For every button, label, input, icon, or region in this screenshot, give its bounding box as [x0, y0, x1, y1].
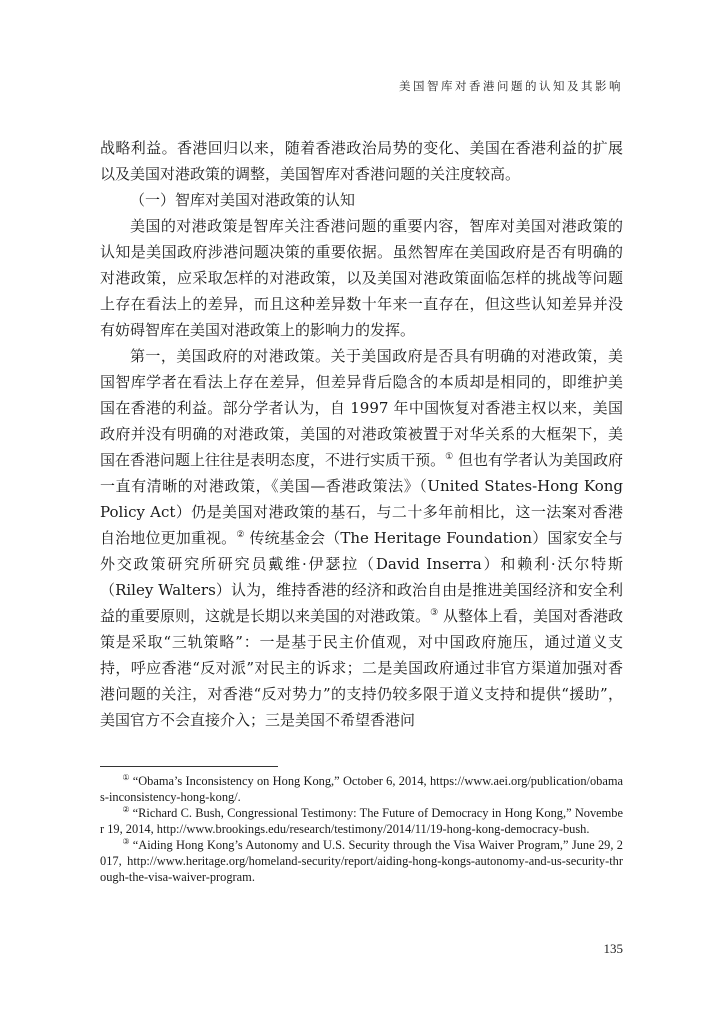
paragraph-text-segment: 传统基金会（The Heritage Foundation）国家安全与外交政策研究所研究员戴维·伊瑟拉（David Inserra）和赖利·沃尔特斯（Riley Walters）认为，维持香港的经济和政治自由是推进美国经济和安全利益的重要原则，这就是长期以来美国的对港政策。	[100, 529, 623, 625]
body-text	[100, 135, 623, 733]
paragraph-text-segment: 但也有学者认为美国政府一直有清晰的对港政策，《美国—香港政策法》（United States-Hong Kong Policy Act）仍是美国对港政策的基石，与二十多年前相比，这一法案对香港自治地位更加重视。	[100, 451, 623, 547]
footnotes-section	[100, 774, 623, 886]
footnote-text: “Obama’s Inconsistency on Hong Kong,” October 6, 2014, https://www.aei.org/publication/obamas-inconsistency-hong-kong/.	[100, 774, 623, 804]
footnote-divider	[100, 766, 278, 767]
section-heading: （一）智库对美国对港政策的认知	[130, 191, 356, 209]
running-header: 美国智库对香港问题的认知及其影响	[399, 79, 623, 93]
footnote-ref-2[interactable]: ②	[236, 530, 245, 540]
page-number: 135	[603, 941, 623, 956]
footnote-mark: ①	[122, 773, 130, 782]
footnote-ref-1[interactable]: ①	[445, 452, 454, 462]
footnote-ref-3[interactable]: ③	[430, 608, 439, 618]
footnote-text: “Aiding Hong Kong’s Autonomy and U.S. Security through the Visa Waiver Program,” June 29, 2017, http://www.heritage.org/homeland-security/report/aiding-hong-kongs-autonomy-and-us-security-through-the-visa-waiver-program.	[100, 838, 624, 884]
footnote-mark: ②	[122, 805, 130, 815]
footnote-1	[100, 774, 623, 805]
paragraph-text-segment: 从整体上看，美国对香港政策是采取“三轨策略”：一是基于民主价值观，对中国政府施压，通过道义支持，呼应香港“反对派”对民主的诉求；二是美国政府通过非官方渠道加强对香港问题的关注，对香港“反对势力”的支持仍较多限于道义支持和提供“援助”，美国官方不会直接介入；三是美国不希望香港问	[100, 607, 623, 729]
paragraph-think-tank-cognition: 美国的对港政策是智库关注香港问题的重要内容，智库对美国对港政策的认知是美国政府涉港问题决策的重要依据。虽然智库在美国政府是否有明确的对港政策，应采取怎样的对港政策，以及美国对港政策面临怎样的挑战等问题上存在看法上的差异，而且这种差异数十年来一直存在，但这些认知差异并没有妨碍智库在美国对港政策上的影响力的发挥。	[100, 217, 623, 339]
paragraph-continuation: 战略利益。香港回归以来，随着香港政治局势的变化、美国在香港利益的扩展以及美国对港政策的调整，美国智库对香港问题的关注度较高。	[100, 139, 623, 183]
footnote-3	[100, 838, 623, 885]
footnote-2	[100, 806, 623, 837]
footnote-mark: ③	[122, 837, 130, 847]
paragraph-text-segment: 第一，美国政府的对港政策。关于美国政府是否具有明确的对港政策，美国智库学者在看法上存在差异，但差异背后隐含的本质却是相同的，即维护美国在香港的利益。部分学者认为，自 1997 年中国恢复对香港主权以来，美国政府并没有明确的对港政策，美国的对港政策被置于对华关系的大框架下，美国在香港问题上往往是表明态度，不进行实质干预。	[100, 347, 623, 469]
footnote-text: “Richard C. Bush, Congressional Testimony: The Future of Democracy in Hong Kong,” November 19, 2014, http://www.brookings.edu/research/testimony/2014/11/19-hong-kong-democracy-bush.	[100, 806, 623, 836]
paragraph-us-policy	[100, 343, 623, 733]
